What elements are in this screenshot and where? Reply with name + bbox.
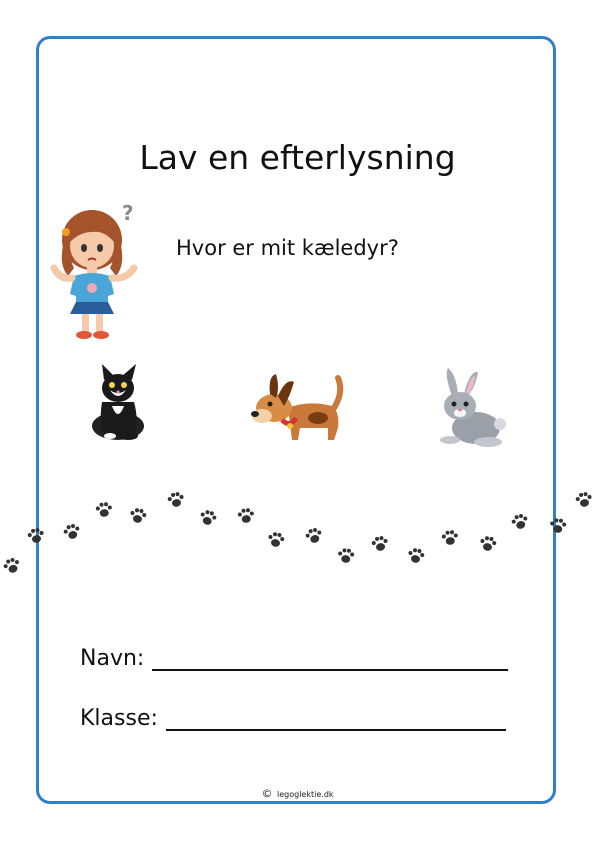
- paw-print-icon: [24, 524, 47, 547]
- class-field[interactable]: [80, 706, 506, 731]
- paw-print-icon: [164, 488, 187, 511]
- copyright-note: [0, 787, 595, 800]
- paw-print-icon: [264, 528, 287, 551]
- svg-text:?: ?: [122, 201, 134, 225]
- paw-print-icon: [476, 532, 499, 555]
- paw-print-icon: [547, 515, 569, 537]
- paw-print-icon: [335, 545, 357, 567]
- class-line[interactable]: [166, 707, 506, 731]
- cat-icon: [84, 362, 154, 444]
- paw-print-icon: [235, 505, 257, 527]
- paw-print-icon: [368, 532, 391, 555]
- paw-print-icon: [93, 499, 115, 521]
- class-label: Klasse:: [80, 706, 158, 731]
- copyright-symbol: ©: [261, 787, 273, 800]
- page-title: Lav en efterlysning: [139, 138, 456, 177]
- copyright-text: legoglektie.dk: [277, 790, 334, 799]
- thinking-girl-icon: [50, 198, 150, 343]
- name-line[interactable]: [152, 647, 508, 671]
- question-text: Hvor er mit kæledyr?: [176, 236, 399, 260]
- paw-print-icon: [439, 527, 461, 549]
- paw-print-icon: [404, 544, 427, 567]
- name-label: Navn:: [80, 646, 145, 671]
- rabbit-icon: [432, 366, 512, 452]
- name-field[interactable]: [80, 646, 508, 671]
- paw-print-icon: [572, 488, 595, 511]
- dog-icon: [248, 368, 348, 448]
- paw-print-icon: [0, 553, 25, 579]
- paw-print-icon: [126, 504, 149, 527]
